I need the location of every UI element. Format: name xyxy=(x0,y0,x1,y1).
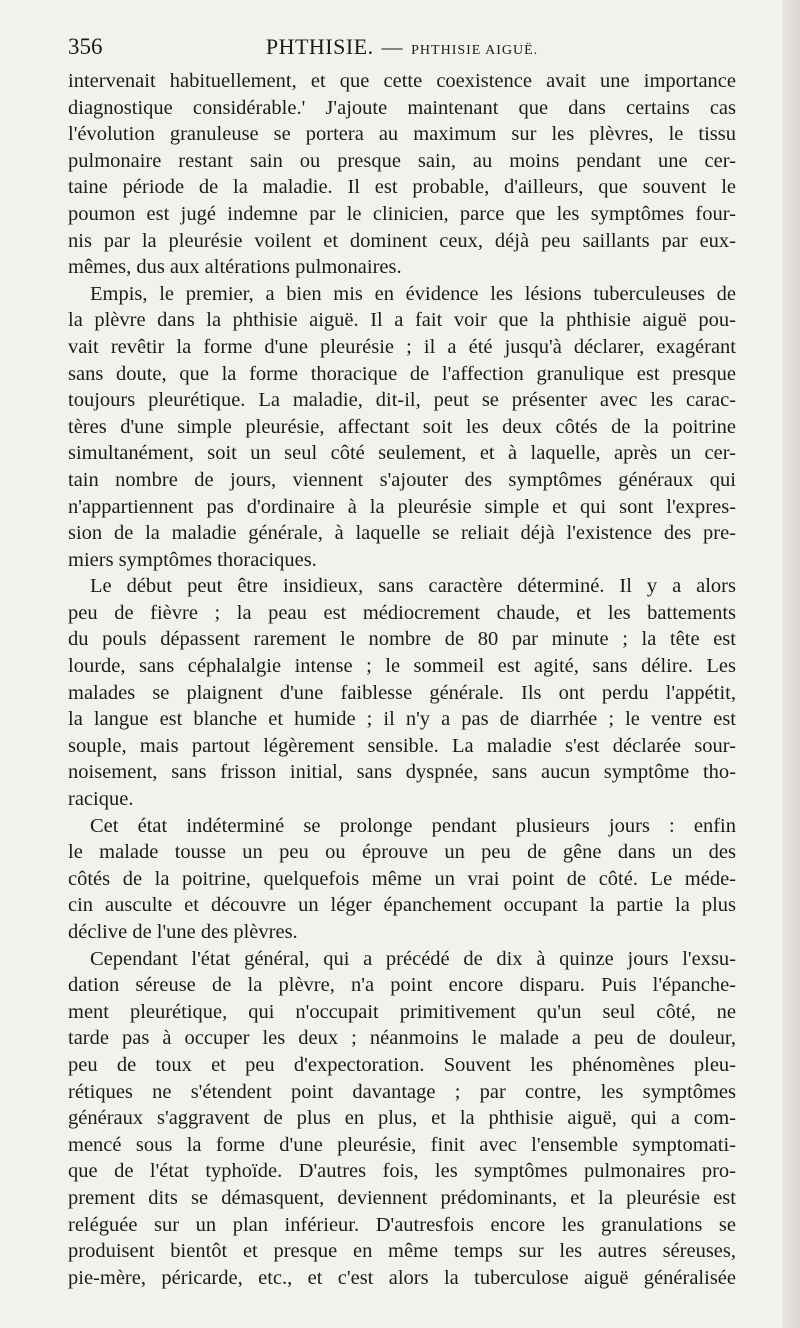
text-line: malades se plaignent d'une faiblesse générale. Ils ont perdu l'appétit, xyxy=(68,681,736,704)
text-line: côtés de la poitrine, quelquefois même un vrai point de côté. Le méde- xyxy=(68,867,736,890)
text-line: dation séreuse de la plèvre, n'a point encore disparu. Puis l'épanche- xyxy=(68,974,736,997)
text-line: n'appartiennent pas d'ordinaire à la pleurésie simple et qui sont l'expres- xyxy=(68,495,736,518)
running-title-sub: PHTHISIE AIGUË. xyxy=(411,43,539,58)
text-line: simultanément, soit un seul côté seulement, et à laquelle, après un cer- xyxy=(68,442,736,465)
text-line: miers symptômes thoraciques. xyxy=(68,548,317,571)
text-line: cin ausculte et découvre un léger épanchement occupant la partie la plus xyxy=(68,894,736,917)
page-edge xyxy=(782,0,800,1328)
text-line: intervenait habituellement, et que cette coexistence avait une importance xyxy=(68,70,736,92)
text-line: la plèvre dans la phthisie aiguë. Il a fait voir que la phthisie aiguë pou- xyxy=(68,309,736,332)
text-line: le malade tousse un peu ou éprouve un peu de gêne dans un des xyxy=(68,841,736,864)
page-number: 356 xyxy=(68,34,103,59)
text-line: Le début peut être insidieux, sans caractère déterminé. Il y a alors xyxy=(90,575,736,598)
text-line: tarde pas à occuper les deux ; néanmoins le malade a peu de douleur, xyxy=(68,1027,736,1050)
text-line: peu de toux et peu d'expectoration. Souvent les phénomènes pleu- xyxy=(68,1053,736,1076)
text-line: rétiques ne s'étendent point davantage ; par contre, les symptômes xyxy=(68,1080,736,1103)
text-line: sion de la maladie générale, à laquelle se reliait déjà l'existence des pre- xyxy=(68,522,736,545)
text-line: Empis, le premier, a bien mis en évidence les lésions tuberculeuses de xyxy=(90,282,736,305)
text-line: Cependant l'état général, qui a précédé de dix à quinze jours l'exsu- xyxy=(90,947,736,970)
running-header xyxy=(68,32,736,62)
text-line: Cet état indéterminé se prolonge pendant plusieurs jours : enfin xyxy=(90,814,736,837)
text-line: mêmes, dus aux altérations pulmonaires. xyxy=(68,256,402,279)
text-line: peu de fièvre ; la peau est médiocrement chaude, et les battements xyxy=(68,601,736,624)
text-line: tères d'une simple pleurésie, affectant soit les deux côtés de la poitrine xyxy=(68,415,736,438)
text-line: la langue est blanche et humide ; il n'y a pas de diarrhée ; le ventre est xyxy=(68,708,736,731)
text-line: nis par la pleurésie voilent et dominent ceux, déjà peu saillants par eux- xyxy=(68,229,736,252)
text-line: l'évolution granuleuse se portera au maximum sur les plèvres, le tissu xyxy=(68,123,736,146)
text-line: ment pleurétique, qui n'occupait primitivement qu'un seul côté, ne xyxy=(68,1000,736,1023)
text-line: que de l'état typhoïde. D'autres fois, les symptômes pulmonaires pro- xyxy=(68,1160,736,1183)
text-line: souple, mais partout légèrement sensible. La maladie s'est déclarée sour- xyxy=(68,734,736,757)
running-title-main: PHTHISIE. xyxy=(265,34,374,59)
text-line: lourde, sans céphalalgie intense ; le sommeil est agité, sans délire. Les xyxy=(68,655,736,678)
text-line: généraux s'aggravent de plus en plus, et la phthisie aiguë, qui a com- xyxy=(68,1107,736,1130)
text-line: vait revêtir la forme d'une pleurésie ; il a été jusqu'à déclarer, exagérant xyxy=(68,335,736,358)
text-line: produisent bientôt et presque en même temps sur les autres séreuses, xyxy=(68,1240,736,1263)
running-title-separator: — xyxy=(381,35,404,59)
text-line: toujours pleurétique. La maladie, dit-il, peut se présenter avec les carac- xyxy=(68,389,736,412)
text-line: sans doute, que la forme thoracique de l'affection granulique est presque xyxy=(68,362,736,385)
text-line: diagnostique considérable.' J'ajoute maintenant que dans certains cas xyxy=(68,96,736,119)
text-line: pie-mère, péricarde, etc., et c'est alors la tuberculose aiguë généralisée xyxy=(68,1266,736,1289)
text-line: racique. xyxy=(68,788,134,811)
running-title xyxy=(68,32,736,66)
text-line: reléguée sur un plan inférieur. D'autresfois encore les granulations se xyxy=(68,1213,736,1236)
text-line: noisement, sans frisson initial, sans dyspnée, sans aucun symptôme tho- xyxy=(68,761,736,784)
text-line: pulmonaire restant sain ou presque sain, au moins pendant une cer- xyxy=(68,149,736,172)
text-line: poumon est jugé indemne par le clinicien, parce que les symptômes four- xyxy=(68,202,736,225)
text-line: taine période de la maladie. Il est probable, d'ailleurs, que souvent le xyxy=(68,176,736,199)
text-line: prement dits se démasquent, deviennent prédominants, et la pleurésie est xyxy=(68,1186,736,1209)
text-line: déclive de l'une des plèvres. xyxy=(68,921,298,943)
text-line: tain nombre de jours, viennent s'ajouter des symptômes généraux qui xyxy=(68,468,736,491)
body-text xyxy=(68,68,736,1291)
text-line: mencé sous la forme d'une pleurésie, finit avec l'ensemble symptomati- xyxy=(68,1133,736,1156)
text-line: du pouls dépassent rarement le nombre de 80 par minute ; la tête est xyxy=(68,628,736,651)
